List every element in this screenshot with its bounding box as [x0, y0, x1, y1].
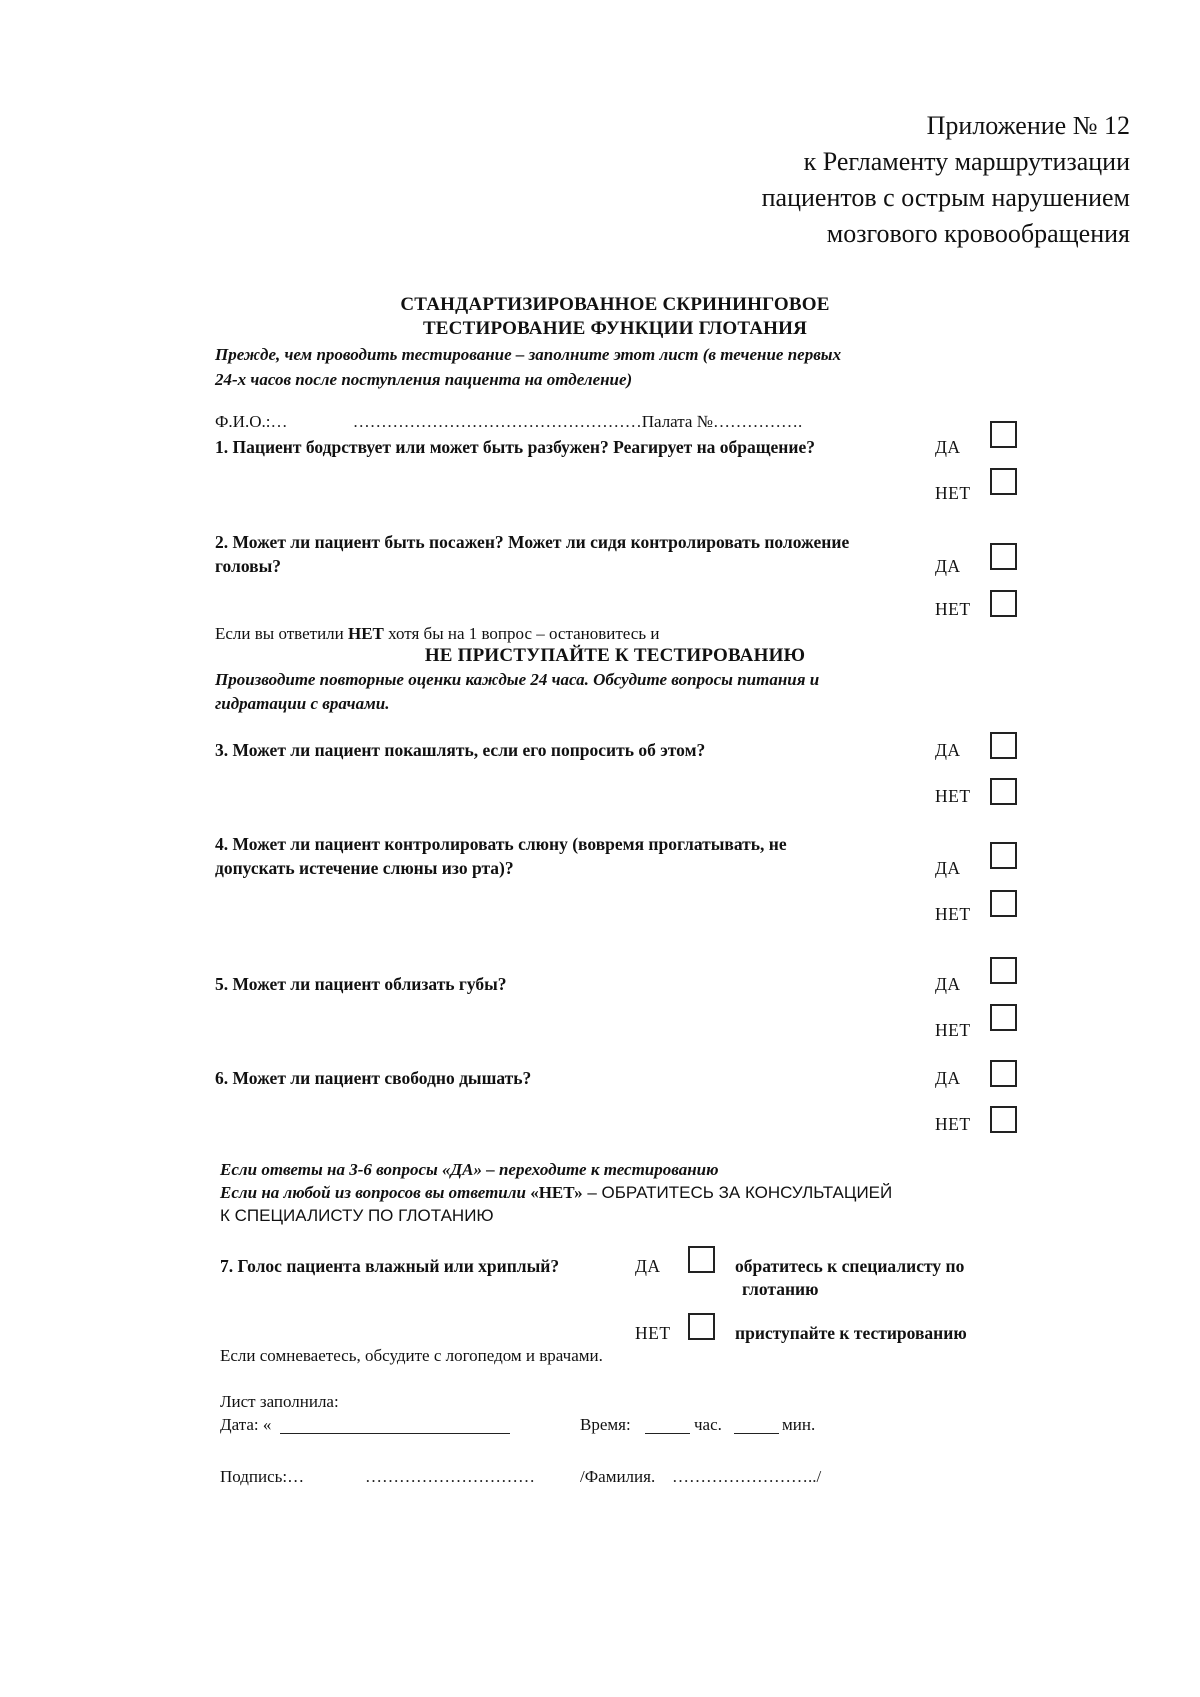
q4-yes-checkbox[interactable] — [990, 842, 1017, 869]
stop-heading: НЕ ПРИСТУПАЙТЕ К ТЕСТИРОВАНИЮ — [424, 645, 806, 666]
fio-dots: …………………………………………… — [352, 412, 642, 431]
q3-no-label: НЕТ — [935, 786, 971, 806]
fio-line — [215, 412, 802, 432]
surname-dots[interactable]: ……………………../ — [672, 1467, 822, 1486]
q3-yes-checkbox[interactable] — [990, 732, 1017, 759]
q1-no-checkbox[interactable] — [990, 468, 1017, 495]
q7-yes-label: ДА — [635, 1256, 661, 1276]
q7-no-label: НЕТ — [635, 1323, 671, 1343]
question-5: 5. Может ли пациент облизать губы? — [215, 974, 507, 994]
filled-by-label: Лист заполнила: — [220, 1392, 339, 1411]
stop-note — [215, 624, 659, 644]
q5-yes-label: ДА — [935, 974, 961, 994]
question-6: 6. Может ли пациент свободно дышать? — [215, 1068, 532, 1088]
hours-field[interactable] — [645, 1433, 690, 1434]
result-note-no: «НЕТ» — [530, 1183, 583, 1202]
question-2: 2. Может ли пациент быть посажен? Может ли сидя контролировать положение — [215, 532, 850, 552]
q4-no-checkbox[interactable] — [990, 890, 1017, 917]
result-note-line-3: К СПЕЦИАЛИСТУ ПО ГЛОТАНИЮ — [220, 1206, 494, 1225]
q2-yes-checkbox[interactable] — [990, 543, 1017, 570]
minutes-field[interactable] — [734, 1433, 779, 1434]
intro-line-2: 24-х часов после поступления пациента на отделение) — [215, 370, 633, 389]
q5-yes-checkbox[interactable] — [990, 957, 1017, 984]
date-label: Дата: « — [220, 1415, 272, 1434]
q6-yes-label: ДА — [935, 1068, 961, 1088]
question-2-line-2: головы? — [215, 556, 282, 576]
q7-yes-action-line-2: глотанию — [742, 1279, 819, 1299]
q3-yes-label: ДА — [935, 740, 961, 760]
hours-label: час. — [694, 1415, 722, 1434]
signature-dots[interactable]: ………………………… — [365, 1467, 535, 1486]
q3-no-checkbox[interactable] — [990, 778, 1017, 805]
signature-label: Подпись:… — [220, 1467, 305, 1486]
appendix-line-2: к Регламенту маршрутизации — [803, 147, 1130, 176]
intro-line-1: Прежде, чем проводить тестирование – заполните этот лист (в течение первых — [215, 345, 842, 364]
result-note-consult: – ОБРАТИТЕСЬ ЗА КОНСУЛЬТАЦИЕЙ — [582, 1183, 893, 1202]
ward-label: Палата № — [641, 412, 713, 431]
page-title-line-2: ТЕСТИРОВАНИЕ ФУНКЦИИ ГЛОТАНИЯ — [422, 318, 808, 339]
q5-no-label: НЕТ — [935, 1020, 971, 1040]
appendix-line-4: мозгового кровообращения — [826, 219, 1130, 248]
q5-no-checkbox[interactable] — [990, 1004, 1017, 1031]
fio-handwritten-redacted: … — [270, 412, 288, 431]
q6-no-checkbox[interactable] — [990, 1106, 1017, 1133]
result-note-line-2 — [220, 1183, 892, 1203]
repeat-assessment-line-2: гидратации с врачами. — [215, 694, 390, 713]
question-3: 3. Может ли пациент покашлять, если его попросить об этом? — [215, 740, 706, 760]
repeat-assessment-line-1: Производите повторные оценки каждые 24 часа. Обсудите вопросы питания и — [215, 670, 820, 689]
surname-label: /Фамилия. — [580, 1467, 656, 1486]
stop-note-emphasis: НЕТ — [348, 624, 384, 643]
minutes-label: мин. — [782, 1415, 816, 1434]
result-note-line-1: Если ответы на 3-6 вопросы «ДА» – переходите к тестированию — [220, 1160, 719, 1179]
result-note-italic: Если на любой из вопросов вы ответили — [220, 1183, 531, 1202]
q6-no-label: НЕТ — [935, 1114, 971, 1134]
ward-dots: ……………. — [712, 412, 803, 431]
fio-label: Ф.И.О.: — [215, 412, 271, 431]
q6-yes-checkbox[interactable] — [990, 1060, 1017, 1087]
q1-yes-label: ДА — [935, 437, 961, 457]
question-4: 4. Может ли пациент контролировать слюну (вовремя проглатывать, не — [215, 834, 787, 854]
page-title: СТАНДАРТИЗИРОВАННОЕ СКРИНИНГОВОЕ — [400, 294, 830, 315]
time-label: Время: — [580, 1415, 631, 1434]
appendix-line-3: пациентов с острым нарушением — [761, 183, 1130, 212]
doubt-note: Если сомневаетесь, обсудите с логопедом и врачами. — [220, 1346, 603, 1365]
stop-note-prefix: Если вы ответили — [215, 624, 348, 643]
q1-yes-checkbox[interactable] — [990, 421, 1017, 448]
q4-no-label: НЕТ — [935, 904, 971, 924]
question-4-line-2: допускать истечение слюны изо рта)? — [215, 858, 514, 878]
q7-no-checkbox[interactable] — [688, 1313, 715, 1340]
date-field[interactable] — [280, 1433, 510, 1434]
q7-no-action: приступайте к тестированию — [735, 1323, 967, 1343]
stop-note-suffix: хотя бы на 1 вопрос – остановитесь и — [383, 624, 660, 643]
q7-yes-action-line-1: обратитесь к специалисту по — [735, 1256, 965, 1276]
q2-yes-label: ДА — [935, 556, 961, 576]
q4-yes-label: ДА — [935, 858, 961, 878]
q2-no-checkbox[interactable] — [990, 590, 1017, 617]
question-1: 1. Пациент бодрствует или может быть разбужен? Реагирует на обращение? — [215, 437, 815, 457]
q2-no-label: НЕТ — [935, 599, 971, 619]
q1-no-label: НЕТ — [935, 483, 971, 503]
q7-yes-checkbox[interactable] — [688, 1246, 715, 1273]
question-7: 7. Голос пациента влажный или хриплый? — [220, 1256, 560, 1276]
appendix-number: Приложение № 12 — [926, 111, 1130, 140]
